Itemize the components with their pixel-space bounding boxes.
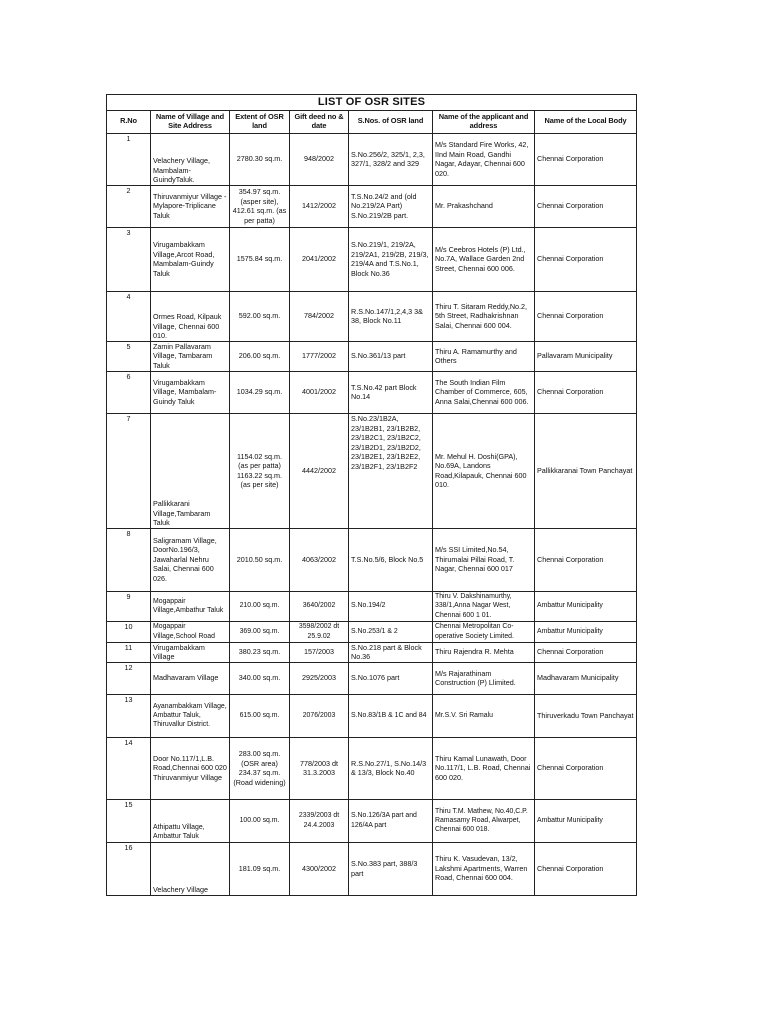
- cell-snos: [349, 413, 433, 528]
- cell-snos: S.No.253/1 & 2: [349, 621, 433, 642]
- cell-extent: 210.00 sq.m.: [230, 591, 290, 621]
- cell-body: Madhavaram Municipality: [535, 662, 637, 694]
- cell-applicant: Thiru Kamal Lunawath, Door No.117/1, L.B. Road, Chennai 600 020.: [433, 737, 535, 799]
- cell-village: Zamin Pallavaram Village, Tambaram Taluk: [151, 341, 230, 371]
- cell-body: Chennai Corporation: [535, 291, 637, 341]
- header-village: Name of Village and Site Address: [151, 110, 230, 133]
- cell-rno: 11: [107, 642, 151, 662]
- header-extent: Extent of OSR land: [230, 110, 290, 133]
- cell-extent: 2010.50 sq.m.: [230, 528, 290, 591]
- cell-body: Chennai Corporation: [535, 842, 637, 895]
- table-row: [107, 694, 637, 737]
- cell-deed: 4063/2002: [290, 528, 349, 591]
- cell-applicant: M/s Rajarathinam Construction (P) Llimited.: [433, 662, 535, 694]
- cell-rno: 8: [107, 528, 151, 591]
- cell-snos: T.S.No.42 part Block No.14: [349, 371, 433, 413]
- header-body: Name of the Local Body: [535, 110, 637, 133]
- cell-body: Chennai Corporation: [535, 528, 637, 591]
- cell-village: Virugambakkam Village,Arcot Road, Mambalam-Guindy Taluk: [151, 227, 230, 291]
- cell-applicant: Thiru T.M. Mathew, No.40,C.P. Ramasamy Road, Alwarpet, Chennai 600 018.: [433, 799, 535, 842]
- cell-village: Madhavaram Village: [151, 662, 230, 694]
- cell-applicant: Mr.S.V. Sri Ramalu: [433, 694, 535, 737]
- cell-deed: 4300/2002: [290, 842, 349, 895]
- cell-snos: T.S.No.24/2 and (old No.219/2A Part) S.No.219/2B part.: [349, 185, 433, 227]
- cell-deed: 1412/2002: [290, 185, 349, 227]
- cell-snos: S.No.194/2: [349, 591, 433, 621]
- cell-body: Ambattur Municipality: [535, 591, 637, 621]
- cell-body: Chennai Corporation: [535, 737, 637, 799]
- cell-rno: 4: [107, 291, 151, 341]
- cell-applicant: Thiru T. Sitaram Reddy,No.2, 5th Street, Radhakrishnan Salai, Chennai 600 004.: [433, 291, 535, 341]
- cell-village: Mogappair Village,Ambathur Taluk: [151, 591, 230, 621]
- cell-body: Pallavaram Municipality: [535, 341, 637, 371]
- cell-body: Chennai Corporation: [535, 227, 637, 291]
- cell-body: Ambattur Municipality: [535, 621, 637, 642]
- table-row: [107, 413, 637, 528]
- cell-rno: 3: [107, 227, 151, 291]
- table-row: [107, 227, 637, 291]
- cell-extent: 354.97 sq.m. (asper site), 412.61 sq.m. (as per patta): [230, 185, 290, 227]
- table-row: [107, 621, 637, 642]
- cell-snos: S.No.126/3A part and 126/4A part: [349, 799, 433, 842]
- table-row: [107, 291, 637, 341]
- cell-village: Mogappair Village,School Road: [151, 621, 230, 642]
- cell-body: Pallikkaranai Town Panchayat: [535, 413, 637, 528]
- cell-snos: S.No.218 part & Block No.36: [349, 642, 433, 662]
- cell-body: Chennai Corporation: [535, 133, 637, 185]
- cell-extent: 615.00 sq.m.: [230, 694, 290, 737]
- cell-village: Velachery Village: [151, 842, 230, 895]
- cell-body: Chennai Corporation: [535, 185, 637, 227]
- cell-snos: T.S.No.5/6, Block No.5: [349, 528, 433, 591]
- cell-village: Pallikkarani Village,Tambaram Taluk: [151, 413, 230, 528]
- header-row: [107, 110, 637, 133]
- cell-rno: 15: [107, 799, 151, 842]
- cell-extent: 181.09 sq.m.: [230, 842, 290, 895]
- cell-rno: 12: [107, 662, 151, 694]
- cell-village: Thiruvanmiyur Village - Mylapore-Triplicane Taluk: [151, 185, 230, 227]
- cell-village: Ormes Road, Kilpauk Village, Chennai 600 010.: [151, 291, 230, 341]
- cell-village: Saligramam Village, DoorNo.196/3, Jawaharlal Nehru Salai, Chennai 600 026.: [151, 528, 230, 591]
- cell-extent: 1154.02 sq.m. (as per patta) 1163.22 sq.m. (as per site): [230, 413, 290, 528]
- cell-extent: 1034.29 sq.m.: [230, 371, 290, 413]
- cell-applicant: M/s Standard Fire Works, 42, IInd Main Road, Gandhi Nagar, Adayar, Chennai 600 020.: [433, 133, 535, 185]
- table-row: [107, 371, 637, 413]
- cell-deed: 157/2003: [290, 642, 349, 662]
- cell-rno: 9: [107, 591, 151, 621]
- cell-rno: 5: [107, 341, 151, 371]
- table-row: [107, 341, 637, 371]
- cell-deed: 2339/2003 dt 24.4.2003: [290, 799, 349, 842]
- cell-rno: 1: [107, 133, 151, 185]
- cell-deed: 948/2002: [290, 133, 349, 185]
- cell-body: Ambattur Municipality: [535, 799, 637, 842]
- cell-village: Door No.117/1,L.B. Road,Chennai 600 020 Thiruvanmiyur Village: [151, 737, 230, 799]
- cell-rno: 10: [107, 621, 151, 642]
- cell-village: Velachery Village, Mambalam-GuindyTaluk.: [151, 133, 230, 185]
- table-row: [107, 842, 637, 895]
- cell-rno: 6: [107, 371, 151, 413]
- cell-applicant: M/s Ceebros Hotels (P) Ltd., No.7A, Wallace Garden 2nd Street, Chennai 600 006.: [433, 227, 535, 291]
- cell-deed: 2041/2002: [290, 227, 349, 291]
- cell-applicant: Thiru K. Vasudevan, 13/2, Lakshmi Apartments, Warren Road, Chennai 600 004.: [433, 842, 535, 895]
- table-row: [107, 528, 637, 591]
- cell-applicant: Chennai Metropolitan Co-operative Society Limited.: [433, 621, 535, 642]
- cell-rno: 16: [107, 842, 151, 895]
- cell-rno: 14: [107, 737, 151, 799]
- cell-snos: S.No.383 part, 388/3 part: [349, 842, 433, 895]
- cell-applicant: Mr. Prakashchand: [433, 185, 535, 227]
- cell-snos: S.No.256/2, 325/1, 2,3, 327/1, 328/2 and 329: [349, 133, 433, 185]
- cell-extent: 380.23 sq.m.: [230, 642, 290, 662]
- table-row: [107, 642, 637, 662]
- cell-body: Chennai Corporation: [535, 642, 637, 662]
- cell-extent: 592.00 sq.m.: [230, 291, 290, 341]
- cell-deed: 3640/2002: [290, 591, 349, 621]
- cell-deed: 778/2003 dt 31.3.2003: [290, 737, 349, 799]
- cell-deed: 3598/2002 dt 25.9.02: [290, 621, 349, 642]
- cell-applicant: M/s SSI Limited,No.54, Thirumalai Pillai Road, T. Nagar, Chennai 600 017: [433, 528, 535, 591]
- title-row: [107, 95, 637, 111]
- cell-village: Virugambakkam Village: [151, 642, 230, 662]
- cell-deed: 2076/2003: [290, 694, 349, 737]
- snos-text: S.No.23/1B2A, 23/1B2B1, 23/1B2B2, 23/1B2C1, 23/1B2C2, 23/1B2D1, 23/1B2D2, 23/1B2E1, 23/1B2E2, 23/1B2F1, 23/1B2F2: [351, 414, 421, 471]
- cell-deed: 1777/2002: [290, 341, 349, 371]
- cell-applicant: Thiru Rajendra R. Mehta: [433, 642, 535, 662]
- header-applicant: Name of the applicant and address: [433, 110, 535, 133]
- cell-deed: 4001/2002: [290, 371, 349, 413]
- table-row: [107, 737, 637, 799]
- cell-village: Athipattu Village, Ambattur Taluk: [151, 799, 230, 842]
- cell-extent: 1575.84 sq.m.: [230, 227, 290, 291]
- cell-extent: 340.00 sq.m.: [230, 662, 290, 694]
- table-row: [107, 799, 637, 842]
- cell-applicant: Mr. Mehul H. Doshi(GPA), No.69A, Landons Road,Kilapauk, Chennai 600 010.: [433, 413, 535, 528]
- cell-snos: R.S.No.27/1, S.No.14/3 & 13/3, Block No.40: [349, 737, 433, 799]
- sheet-title: LIST OF OSR SITES: [107, 95, 637, 111]
- cell-extent: 206.00 sq.m.: [230, 341, 290, 371]
- cell-deed: 2925/2003: [290, 662, 349, 694]
- table-row: [107, 591, 637, 621]
- table-row: [107, 662, 637, 694]
- header-deed: Gift deed no & date: [290, 110, 349, 133]
- table-row: [107, 133, 637, 185]
- cell-rno: 13: [107, 694, 151, 737]
- osr-sites-table: [106, 94, 637, 896]
- osr-sites-sheet: [106, 94, 637, 896]
- cell-body: Thiruverkadu Town Panchayat: [535, 694, 637, 737]
- header-snos: S.Nos. of OSR land: [349, 110, 433, 133]
- cell-deed: 784/2002: [290, 291, 349, 341]
- cell-village: Virugambakkam Village, Mambalam-Guindy Taluk: [151, 371, 230, 413]
- cell-snos: S.No.361/13 part: [349, 341, 433, 371]
- cell-snos: S.No.1076 part: [349, 662, 433, 694]
- cell-body: Chennai Corporation: [535, 371, 637, 413]
- cell-extent: 283.00 sq.m.(OSR area) 234.37 sq.m. (Road widening): [230, 737, 290, 799]
- cell-applicant: The South Indian Film Chamber of Commerce, 605, Anna Salai,Chennai 600 006.: [433, 371, 535, 413]
- table-row: [107, 185, 637, 227]
- cell-rno: 7: [107, 413, 151, 528]
- cell-extent: 2780.30 sq.m.: [230, 133, 290, 185]
- header-rno: R.No: [107, 110, 151, 133]
- cell-village: Ayanambakkam Village, Ambattur Taluk, Thiruvallur District.: [151, 694, 230, 737]
- cell-applicant: Thiru V. Dakshinamurthy, 338/1,Anna Nagar West, Chennai 600 1 01.: [433, 591, 535, 621]
- cell-extent: 100.00 sq.m.: [230, 799, 290, 842]
- cell-extent: 369.00 sq.m.: [230, 621, 290, 642]
- cell-snos: S.No.83/1B & 1C and 84: [349, 694, 433, 737]
- cell-applicant: Thiru A. Ramamurthy and Others: [433, 341, 535, 371]
- cell-deed: 4442/2002: [290, 413, 349, 528]
- cell-snos: S.No.219/1, 219/2A, 219/2A1, 219/2B, 219/3, 219/4A and T.S.No.1, Block No.36: [349, 227, 433, 291]
- cell-snos: R.S.No.147/1,2,4,3 3& 38, Block No.11: [349, 291, 433, 341]
- cell-rno: 2: [107, 185, 151, 227]
